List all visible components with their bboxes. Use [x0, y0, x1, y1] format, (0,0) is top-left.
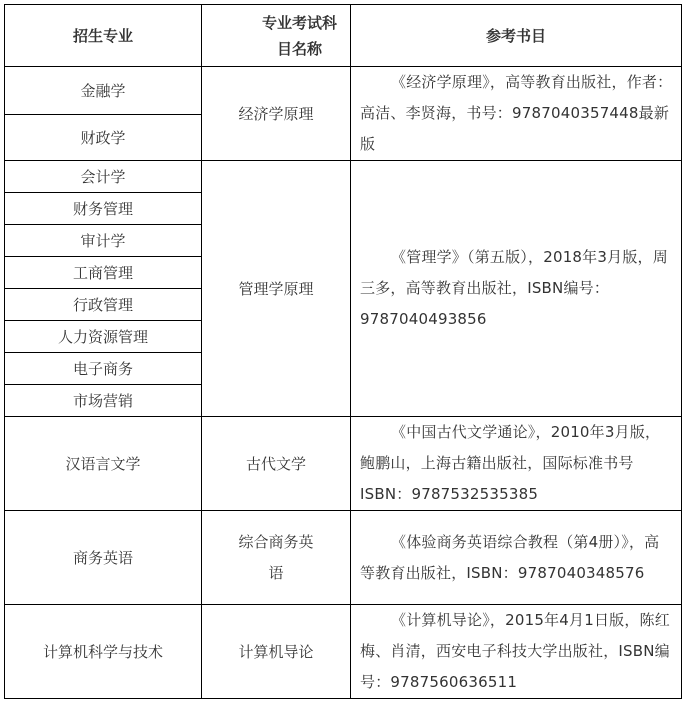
exam-subject-cell: 管理学原理: [202, 161, 351, 417]
table-row: [5, 67, 682, 115]
exam-subject-cell: [202, 511, 351, 605]
major-cell: 人力资源管理: [5, 321, 202, 353]
table-row: [5, 417, 682, 511]
exam-subject-cell: 经济学原理: [202, 67, 351, 161]
major-cell: 审计学: [5, 225, 202, 257]
table-row: [5, 161, 682, 193]
major-cell: 市场营销: [5, 385, 202, 417]
reference-book-cell: 《中国古代文学通论》，2010年3月版，鲍鹏山，上海古籍出版社，国际标准书号ISBN：9787532535385: [351, 417, 682, 511]
reference-book-cell: 《管理学》（第五版），2018年3月版，周三多，高等教育出版社，ISBN编号：9787040493856: [351, 161, 682, 417]
reference-books-table: [4, 4, 682, 699]
major-cell: 财政学: [5, 114, 202, 161]
table-row: [5, 511, 682, 605]
header-exam-subject-line1: 专业考试科: [261, 13, 337, 32]
major-cell: 商务英语: [5, 511, 202, 605]
major-cell: 金融学: [5, 67, 202, 115]
header-row: [5, 5, 682, 67]
major-cell: 工商管理: [5, 257, 202, 289]
header-exam-subject-line2: 目名称: [276, 39, 322, 58]
exam-subject-line: 综合商务英: [238, 532, 314, 551]
major-cell: 会计学: [5, 161, 202, 193]
exam-subject-line: 语: [268, 563, 284, 582]
major-cell: 财务管理: [5, 193, 202, 225]
header-reference-books: 参考书目: [351, 5, 682, 67]
major-cell: 计算机科学与技术: [5, 605, 202, 699]
exam-subject-cell: 计算机导论: [202, 605, 351, 699]
major-cell: 汉语言文学: [5, 417, 202, 511]
major-cell: 电子商务: [5, 353, 202, 385]
exam-subject-cell: 古代文学: [202, 417, 351, 511]
header-major: 招生专业: [5, 5, 202, 67]
reference-book-cell: 《经济学原理》，高等教育出版社，作者：高洁、李贤海，书号：9787040357448最新版: [351, 67, 682, 161]
header-exam-subject: [202, 5, 351, 67]
reference-book-cell: 《计算机导论》，2015年4月1日版，陈红梅、肖清，西安电子科技大学出版社，ISBN编号：9787560636511: [351, 605, 682, 699]
reference-book-cell: 《体验商务英语综合教程（第4册）》，高等教育出版社，ISBN：9787040348576: [351, 511, 682, 605]
major-cell: 行政管理: [5, 289, 202, 321]
table-row: [5, 605, 682, 699]
